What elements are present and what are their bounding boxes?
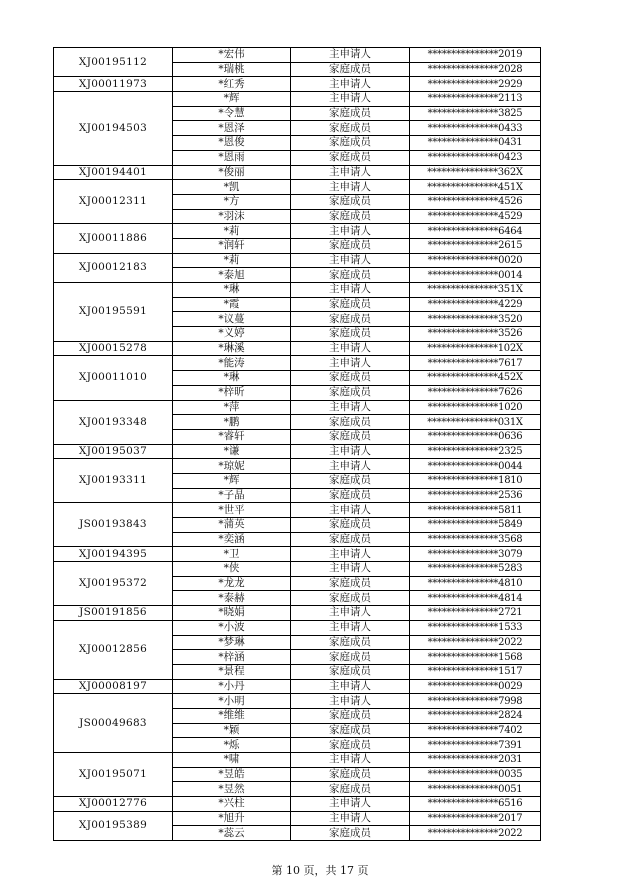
member-id-number-cell: ***************3520 bbox=[410, 312, 541, 327]
member-id-number-cell: ***************7617 bbox=[410, 356, 541, 371]
member-id-number-cell: ***************4529 bbox=[410, 209, 541, 224]
member-id-number-cell: ***************362X bbox=[410, 165, 541, 180]
member-role-cell: 家庭成员 bbox=[291, 576, 410, 591]
household-id-cell: XJ00012776 bbox=[54, 797, 173, 812]
household-id-cell: XJ00015278 bbox=[54, 341, 173, 356]
member-id-number-cell: ***************102X bbox=[410, 341, 541, 356]
member-id-number-cell: ***************0035 bbox=[410, 767, 541, 782]
member-name-cell: *琼妮 bbox=[173, 459, 291, 474]
member-id-number-cell: ***************0431 bbox=[410, 136, 541, 151]
member-name-cell: *旭升 bbox=[173, 811, 291, 826]
member-role-cell: 主申请人 bbox=[291, 753, 410, 768]
member-role-cell: 家庭成员 bbox=[291, 635, 410, 650]
member-name-cell: *萍 bbox=[173, 400, 291, 415]
member-name-cell: *蒲英 bbox=[173, 518, 291, 533]
member-id-number-cell: ***************0051 bbox=[410, 782, 541, 797]
member-role-cell: 主申请人 bbox=[291, 679, 410, 694]
member-role-cell: 家庭成员 bbox=[291, 106, 410, 121]
member-id-number-cell: ***************2022 bbox=[410, 635, 541, 650]
member-role-cell: 主申请人 bbox=[291, 92, 410, 107]
member-role-cell: 家庭成员 bbox=[291, 650, 410, 665]
member-role-cell: 家庭成员 bbox=[291, 371, 410, 386]
applicant-table-body bbox=[54, 48, 541, 841]
table-row bbox=[54, 459, 541, 474]
household-id-cell: XJ00012183 bbox=[54, 253, 173, 282]
member-role-cell: 主申请人 bbox=[291, 165, 410, 180]
member-role-cell: 家庭成员 bbox=[291, 136, 410, 151]
member-role-cell: 家庭成员 bbox=[291, 194, 410, 209]
member-id-number-cell: ***************4810 bbox=[410, 576, 541, 591]
household-id-cell: XJ00195112 bbox=[54, 48, 173, 77]
member-id-number-cell: ***************3079 bbox=[410, 547, 541, 562]
household-id-cell: XJ00193311 bbox=[54, 459, 173, 503]
member-name-cell: *世平 bbox=[173, 503, 291, 518]
member-name-cell: *俊丽 bbox=[173, 165, 291, 180]
member-id-number-cell: ***************0433 bbox=[410, 121, 541, 136]
member-id-number-cell: ***************2031 bbox=[410, 753, 541, 768]
member-role-cell: 主申请人 bbox=[291, 797, 410, 812]
member-id-number-cell: ***************3526 bbox=[410, 327, 541, 342]
member-id-number-cell: ***************2019 bbox=[410, 48, 541, 63]
member-name-cell: *琳 bbox=[173, 283, 291, 298]
member-role-cell: 主申请人 bbox=[291, 562, 410, 577]
member-role-cell: 家庭成员 bbox=[291, 591, 410, 606]
member-role-cell: 家庭成员 bbox=[291, 473, 410, 488]
member-name-cell: *能涛 bbox=[173, 356, 291, 371]
member-name-cell: *宏伟 bbox=[173, 48, 291, 63]
member-role-cell: 家庭成员 bbox=[291, 297, 410, 312]
member-name-cell: *凯 bbox=[173, 180, 291, 195]
member-role-cell: 主申请人 bbox=[291, 694, 410, 709]
household-id-cell: XJ00194395 bbox=[54, 547, 173, 562]
member-role-cell: 主申请人 bbox=[291, 606, 410, 621]
household-id-cell: JS00193843 bbox=[54, 503, 173, 547]
table-row bbox=[54, 180, 541, 195]
member-name-cell: *辉 bbox=[173, 92, 291, 107]
member-role-cell: 家庭成员 bbox=[291, 62, 410, 77]
member-role-cell: 家庭成员 bbox=[291, 429, 410, 444]
member-name-cell: *睿轩 bbox=[173, 429, 291, 444]
member-name-cell: *瑞桃 bbox=[173, 62, 291, 77]
member-name-cell: *方 bbox=[173, 194, 291, 209]
member-id-number-cell: ***************4526 bbox=[410, 194, 541, 209]
table-row bbox=[54, 92, 541, 107]
member-id-number-cell: ***************2536 bbox=[410, 488, 541, 503]
member-role-cell: 家庭成员 bbox=[291, 723, 410, 738]
member-name-cell: *琳 bbox=[173, 371, 291, 386]
member-name-cell: *昱然 bbox=[173, 782, 291, 797]
applicant-table bbox=[53, 47, 541, 841]
member-role-cell: 家庭成员 bbox=[291, 826, 410, 841]
member-id-number-cell: ***************2028 bbox=[410, 62, 541, 77]
member-name-cell: *小波 bbox=[173, 620, 291, 635]
member-id-number-cell: ***************7391 bbox=[410, 738, 541, 753]
member-id-number-cell: ***************1568 bbox=[410, 650, 541, 665]
member-role-cell: 家庭成员 bbox=[291, 209, 410, 224]
member-role-cell: 主申请人 bbox=[291, 224, 410, 239]
member-id-number-cell: ***************0020 bbox=[410, 253, 541, 268]
member-role-cell: 主申请人 bbox=[291, 356, 410, 371]
member-name-cell: *小明 bbox=[173, 694, 291, 709]
member-id-number-cell: ***************452X bbox=[410, 371, 541, 386]
member-id-number-cell: ***************2721 bbox=[410, 606, 541, 621]
member-id-number-cell: ***************5283 bbox=[410, 562, 541, 577]
member-name-cell: *琳溪 bbox=[173, 341, 291, 356]
member-role-cell: 主申请人 bbox=[291, 400, 410, 415]
member-name-cell: *羽沫 bbox=[173, 209, 291, 224]
table-row bbox=[54, 283, 541, 298]
member-id-number-cell: ***************7998 bbox=[410, 694, 541, 709]
member-name-cell: *烁 bbox=[173, 738, 291, 753]
member-role-cell: 家庭成员 bbox=[291, 767, 410, 782]
member-id-number-cell: ***************451X bbox=[410, 180, 541, 195]
member-name-cell: *泰旭 bbox=[173, 268, 291, 283]
table-row bbox=[54, 753, 541, 768]
table-row bbox=[54, 503, 541, 518]
member-role-cell: 家庭成员 bbox=[291, 268, 410, 283]
member-role-cell: 主申请人 bbox=[291, 547, 410, 562]
table-row bbox=[54, 797, 541, 812]
page-footer: 第 10 页，共 17 页 bbox=[271, 864, 369, 877]
household-id-cell: XJ00012856 bbox=[54, 620, 173, 679]
member-role-cell: 家庭成员 bbox=[291, 415, 410, 430]
member-name-cell: *小丹 bbox=[173, 679, 291, 694]
table-row bbox=[54, 562, 541, 577]
member-name-cell: *梓昕 bbox=[173, 385, 291, 400]
member-id-number-cell: ***************2113 bbox=[410, 92, 541, 107]
member-id-number-cell: ***************5849 bbox=[410, 518, 541, 533]
member-id-number-cell: ***************7402 bbox=[410, 723, 541, 738]
member-name-cell: *润轩 bbox=[173, 238, 291, 253]
member-id-number-cell: ***************6464 bbox=[410, 224, 541, 239]
member-name-cell: *侠 bbox=[173, 562, 291, 577]
household-id-cell: XJ00011010 bbox=[54, 356, 173, 400]
table-row bbox=[54, 77, 541, 92]
member-name-cell: *梦琳 bbox=[173, 635, 291, 650]
member-id-number-cell: ***************3825 bbox=[410, 106, 541, 121]
member-name-cell: *霞 bbox=[173, 297, 291, 312]
member-id-number-cell: ***************2017 bbox=[410, 811, 541, 826]
household-id-cell: XJ00195071 bbox=[54, 753, 173, 797]
member-role-cell: 家庭成员 bbox=[291, 327, 410, 342]
member-id-number-cell: ***************7626 bbox=[410, 385, 541, 400]
household-id-cell: XJ00011973 bbox=[54, 77, 173, 92]
member-name-cell: *泰赫 bbox=[173, 591, 291, 606]
member-id-number-cell: ***************1020 bbox=[410, 400, 541, 415]
household-id-cell: JS00049683 bbox=[54, 694, 173, 753]
member-role-cell: 主申请人 bbox=[291, 253, 410, 268]
household-id-cell: XJ00195389 bbox=[54, 811, 173, 840]
member-role-cell: 主申请人 bbox=[291, 620, 410, 635]
table-row bbox=[54, 606, 541, 621]
household-id-cell: XJ00195591 bbox=[54, 283, 173, 342]
household-id-cell: JS00191856 bbox=[54, 606, 173, 621]
member-role-cell: 主申请人 bbox=[291, 180, 410, 195]
member-id-number-cell: ***************1810 bbox=[410, 473, 541, 488]
member-id-number-cell: ***************2929 bbox=[410, 77, 541, 92]
member-id-number-cell: ***************2022 bbox=[410, 826, 541, 841]
member-name-cell: *昱皓 bbox=[173, 767, 291, 782]
table-row bbox=[54, 253, 541, 268]
household-id-cell: XJ00194401 bbox=[54, 165, 173, 180]
table-row bbox=[54, 444, 541, 459]
member-name-cell: *蕊云 bbox=[173, 826, 291, 841]
member-name-cell: *啸 bbox=[173, 753, 291, 768]
member-role-cell: 家庭成员 bbox=[291, 385, 410, 400]
member-name-cell: *兴柱 bbox=[173, 797, 291, 812]
table-row bbox=[54, 679, 541, 694]
member-id-number-cell: ***************1533 bbox=[410, 620, 541, 635]
table-row bbox=[54, 165, 541, 180]
household-id-cell: XJ00193348 bbox=[54, 400, 173, 444]
member-id-number-cell: ***************1517 bbox=[410, 664, 541, 679]
member-role-cell: 主申请人 bbox=[291, 341, 410, 356]
member-role-cell: 主申请人 bbox=[291, 77, 410, 92]
member-id-number-cell: ***************2824 bbox=[410, 708, 541, 723]
member-role-cell: 家庭成员 bbox=[291, 238, 410, 253]
member-name-cell: *辉 bbox=[173, 473, 291, 488]
member-role-cell: 家庭成员 bbox=[291, 782, 410, 797]
member-name-cell: *景程 bbox=[173, 664, 291, 679]
table-row bbox=[54, 694, 541, 709]
member-id-number-cell: ***************0044 bbox=[410, 459, 541, 474]
member-name-cell: *义婷 bbox=[173, 327, 291, 342]
table-row bbox=[54, 341, 541, 356]
member-name-cell: *颖 bbox=[173, 723, 291, 738]
household-id-cell: XJ00195372 bbox=[54, 562, 173, 606]
member-id-number-cell: ***************6516 bbox=[410, 797, 541, 812]
table-row bbox=[54, 547, 541, 562]
member-id-number-cell: ***************2615 bbox=[410, 238, 541, 253]
household-id-cell: XJ00011886 bbox=[54, 224, 173, 253]
member-name-cell: *谦 bbox=[173, 444, 291, 459]
member-role-cell: 家庭成员 bbox=[291, 150, 410, 165]
member-name-cell: *子晶 bbox=[173, 488, 291, 503]
member-name-cell: *议蔓 bbox=[173, 312, 291, 327]
member-id-number-cell: ***************351X bbox=[410, 283, 541, 298]
table-row bbox=[54, 48, 541, 63]
member-name-cell: *恩泽 bbox=[173, 121, 291, 136]
member-role-cell: 主申请人 bbox=[291, 444, 410, 459]
member-role-cell: 家庭成员 bbox=[291, 532, 410, 547]
household-id-cell: XJ00194503 bbox=[54, 92, 173, 165]
table-row bbox=[54, 356, 541, 371]
member-role-cell: 家庭成员 bbox=[291, 312, 410, 327]
member-role-cell: 家庭成员 bbox=[291, 488, 410, 503]
member-role-cell: 家庭成员 bbox=[291, 518, 410, 533]
member-id-number-cell: ***************0014 bbox=[410, 268, 541, 283]
table-row bbox=[54, 224, 541, 239]
household-id-cell: XJ00012311 bbox=[54, 180, 173, 224]
table-row bbox=[54, 400, 541, 415]
member-name-cell: *龙龙 bbox=[173, 576, 291, 591]
member-name-cell: *卫 bbox=[173, 547, 291, 562]
member-role-cell: 家庭成员 bbox=[291, 738, 410, 753]
member-name-cell: *维维 bbox=[173, 708, 291, 723]
member-role-cell: 家庭成员 bbox=[291, 708, 410, 723]
member-id-number-cell: ***************0423 bbox=[410, 150, 541, 165]
member-name-cell: *恩雨 bbox=[173, 150, 291, 165]
member-role-cell: 主申请人 bbox=[291, 459, 410, 474]
member-role-cell: 家庭成员 bbox=[291, 664, 410, 679]
member-role-cell: 主申请人 bbox=[291, 503, 410, 518]
member-name-cell: *奕涵 bbox=[173, 532, 291, 547]
member-id-number-cell: ***************0636 bbox=[410, 429, 541, 444]
member-name-cell: *莉 bbox=[173, 253, 291, 268]
member-role-cell: 主申请人 bbox=[291, 283, 410, 298]
household-id-cell: XJ00195037 bbox=[54, 444, 173, 459]
member-role-cell: 家庭成员 bbox=[291, 121, 410, 136]
member-id-number-cell: ***************4229 bbox=[410, 297, 541, 312]
member-id-number-cell: ***************2325 bbox=[410, 444, 541, 459]
table-row bbox=[54, 620, 541, 635]
member-id-number-cell: ***************031X bbox=[410, 415, 541, 430]
household-id-cell: XJ00008197 bbox=[54, 679, 173, 694]
member-role-cell: 主申请人 bbox=[291, 48, 410, 63]
member-name-cell: *恩俊 bbox=[173, 136, 291, 151]
member-id-number-cell: ***************5811 bbox=[410, 503, 541, 518]
member-role-cell: 主申请人 bbox=[291, 811, 410, 826]
member-id-number-cell: ***************3568 bbox=[410, 532, 541, 547]
member-name-cell: *晓娟 bbox=[173, 606, 291, 621]
member-name-cell: *梓涵 bbox=[173, 650, 291, 665]
member-name-cell: *红秀 bbox=[173, 77, 291, 92]
member-name-cell: *莉 bbox=[173, 224, 291, 239]
table-row bbox=[54, 811, 541, 826]
member-id-number-cell: ***************4814 bbox=[410, 591, 541, 606]
member-name-cell: *鹏 bbox=[173, 415, 291, 430]
member-name-cell: *令慧 bbox=[173, 106, 291, 121]
member-id-number-cell: ***************0029 bbox=[410, 679, 541, 694]
